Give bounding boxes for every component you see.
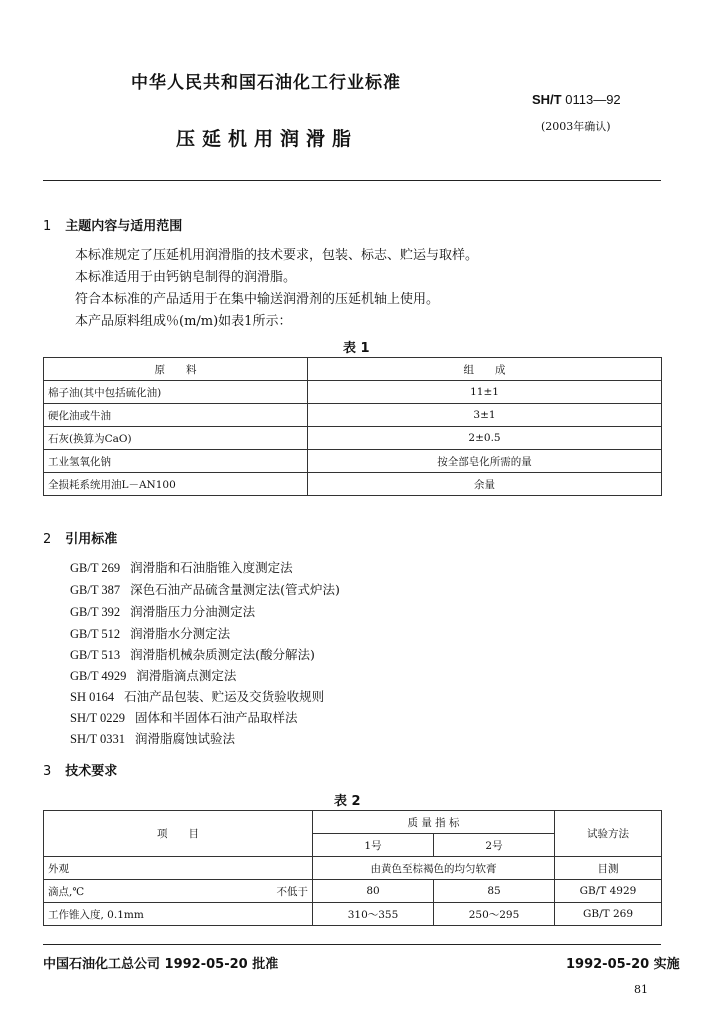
reference-item: [70, 729, 235, 747]
standard-code-number: 0113—92: [565, 92, 621, 107]
table-cell: 250～295: [434, 903, 555, 926]
table-row: [44, 404, 662, 427]
table-row: [44, 381, 662, 404]
table-cell: 余量: [308, 473, 662, 496]
table-row: [44, 473, 662, 496]
table-cell: 棉子油(其中包括硫化油): [44, 381, 308, 404]
reference-name: 润滑脂腐蚀试验法: [135, 731, 236, 746]
reference-name: 润滑脂机械杂质测定法(酸分解法): [130, 647, 315, 662]
table-2: [43, 810, 662, 926]
reference-code: SH/T 0331: [70, 732, 125, 746]
reference-name: 润滑脂和石油脂锥入度测定法: [130, 560, 293, 575]
table-header-cell: 1号: [313, 834, 434, 857]
table-1: [43, 357, 662, 496]
section-3-title: 技术要求: [65, 764, 118, 779]
section-3-number: 3: [43, 764, 52, 779]
table-cell: GB/T 269: [555, 903, 662, 926]
table-cell: 工作锥入度, 0.1mm: [44, 903, 238, 926]
section-1-para: 本标准适用于由钙钠皂制得的润滑脂。: [75, 270, 297, 285]
table-header-cell: 试验方法: [555, 811, 662, 857]
reference-item: [70, 558, 293, 576]
reference-item: [70, 624, 230, 642]
reference-name: 深色石油产品硫含量测定法(管式炉法): [130, 582, 340, 597]
header-divider: [43, 180, 661, 181]
section-1-number: 1: [43, 219, 52, 234]
reference-item: [70, 708, 298, 726]
table-row: [44, 427, 662, 450]
table-header-cell: 组 成: [308, 358, 662, 381]
section-1-para: 本产品原料组成％(m/m)如表1所示：: [75, 314, 292, 329]
table-cell: 3±1: [308, 404, 662, 427]
table-row: [44, 857, 662, 880]
reference-code: SH 0164: [70, 690, 115, 704]
table-header-cell: 质 量 指 标: [313, 811, 555, 834]
reference-item: [70, 687, 324, 705]
reference-code: GB/T 387: [70, 583, 121, 597]
table-header-cell: 项 目: [44, 811, 313, 857]
reference-code: GB/T 513: [70, 648, 121, 662]
reference-name: 固体和半固体石油产品取样法: [135, 710, 298, 725]
section-1-para: 本标准规定了压延机用润滑脂的技术要求，包装、标志、贮运与取样。: [75, 248, 479, 263]
section-1-title: 主题内容与适用范围: [65, 219, 183, 234]
reference-name: 石油产品包装、贮运及交货验收规则: [124, 689, 325, 704]
reference-item: [70, 580, 340, 598]
reference-code: GB/T 392: [70, 605, 121, 619]
table-header-cell: 2号: [434, 834, 555, 857]
section-3-heading: [43, 760, 117, 779]
table-cell: 目测: [555, 857, 662, 880]
section-2-title: 引用标准: [65, 532, 118, 547]
page-number: 81: [634, 983, 648, 996]
table-cell: 由黄色至棕褐色的均匀软膏: [313, 857, 555, 880]
reference-code: GB/T 269: [70, 561, 121, 575]
reference-name: 润滑脂压力分油测定法: [130, 604, 256, 619]
table-cell: [238, 903, 313, 926]
reference-name: 润滑脂滴点测定法: [136, 668, 237, 683]
table-cell: 硬化油或牛油: [44, 404, 308, 427]
table-cell: 全损耗系统用油L－AN100: [44, 473, 308, 496]
table-cell: 按全部皂化所需的量: [308, 450, 662, 473]
reference-code: SH/T 0229: [70, 711, 125, 725]
section-2-heading: [43, 528, 117, 547]
section-1-heading: [43, 215, 182, 234]
section-2-number: 2: [43, 532, 52, 547]
org-title: 中华人民共和国石油化工行业标准: [131, 73, 401, 93]
table-cell: 工业氢氧化钠: [44, 450, 308, 473]
table-cell: 80: [313, 880, 434, 903]
approval-note: 中国石油化工总公司 1992-05-20 批准: [43, 957, 279, 972]
table-cell: 2±0.5: [308, 427, 662, 450]
section-1-para: 符合本标准的产品适用于在集中输送润滑剂的压延机轴上使用。: [75, 292, 440, 307]
table-cell: 11±1: [308, 381, 662, 404]
reference-code: GB/T 4929: [70, 669, 127, 683]
confirm-note: (2003年确认): [541, 120, 611, 133]
doc-title: 压延机用润滑脂: [176, 128, 359, 150]
table-header-cell: 原 料: [44, 358, 308, 381]
table-row: [44, 903, 662, 926]
table-row: [44, 450, 662, 473]
table-cell: 外观: [44, 857, 238, 880]
table-2-caption: 表 2: [334, 794, 361, 809]
table-row: [44, 811, 662, 834]
reference-code: GB/T 512: [70, 627, 121, 641]
standard-code: [532, 92, 621, 107]
reference-item: [70, 645, 315, 663]
table-row: [44, 358, 662, 381]
footer-divider: [43, 944, 661, 945]
table-cell: 滴点,℃: [44, 880, 238, 903]
standard-code-prefix: SH/T: [532, 92, 562, 107]
table-cell: 310～355: [313, 903, 434, 926]
table-1-caption: 表 1: [343, 341, 370, 356]
table-row: [44, 880, 662, 903]
table-cell: 石灰(换算为CaO): [44, 427, 308, 450]
table-cell: [238, 857, 313, 880]
reference-name: 润滑脂水分测定法: [130, 626, 231, 641]
implementation-date: 1992-05-20 实施: [566, 957, 680, 972]
table-cell: GB/T 4929: [555, 880, 662, 903]
table-cell: 不低于: [238, 880, 313, 903]
reference-item: [70, 666, 236, 684]
table-cell: 85: [434, 880, 555, 903]
reference-item: [70, 602, 255, 620]
